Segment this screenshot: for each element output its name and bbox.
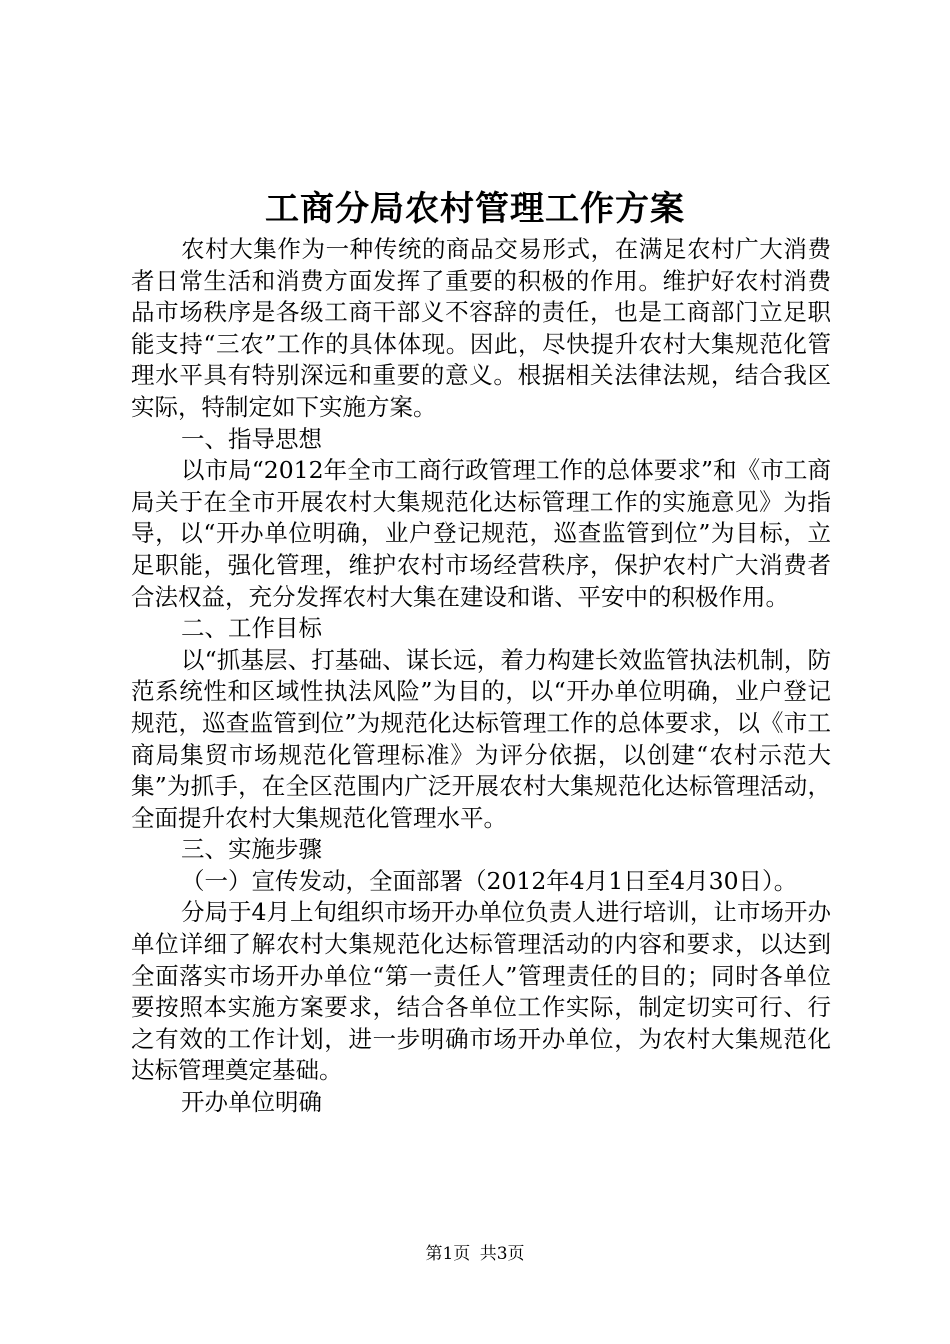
guiding-ideology-paragraph: 以市局“2012年全市工商行政管理工作的总体要求”和《市工商局关于在全市开展农村大集规范化达标管理工作的实施意见》为指导，以“开办单位明确，业户登记规范，巡查监管到位”为目标，立足职能，强化管理，维护农村市场经营秩序，保护农村广大消费者合法权益，充分发挥农村大集在建设和谐、平安中的积极作用。 (131, 456, 831, 611)
page-total: 共3页 (479, 1244, 525, 1264)
section-heading-guiding-ideology: 一、指导思想 (181, 424, 322, 453)
page-number: 第1页 (425, 1244, 471, 1264)
section-heading-work-goals: 二、工作目标 (181, 614, 322, 643)
intro-paragraph: 农村大集作为一种传统的商品交易形式，在满足农村广大消费者日常生活和消费方面发挥了重要的积极的作用。维护好农村消费品市场秩序是各级工商干部义不容辞的责任，也是工商部门立足职能支持“三农”工作的具体体现。因此，尽快提升农村大集规范化管理水平具有特别深远和重要的意义。根据相关法律法规，结合我区实际，特制定如下实施方案。 (131, 235, 831, 421)
document-body (131, 234, 831, 1119)
section-heading-implementation-steps: 三、实施步骤 (181, 835, 322, 864)
page-footer (0, 1242, 950, 1266)
subheading-operator-clear: 开办单位明确 (181, 1088, 322, 1117)
step-one-heading: （一）宣传发动，全面部署（2012年4月1日至4月30日）。 (181, 866, 798, 895)
work-goals-paragraph: 以“抓基层、打基础、谋长远，着力构建长效监管执法机制，防范系统性和区域性执法风险”为目的，以“开办单位明确，业户登记规范，巡查监管到位”为规范化达标管理工作的总体要求，以《市工商局集贸市场规范化管理标准》为评分依据，以创建“农村示范大集”为抓手，在全区范围内广泛开展农村大集规范化达标管理活动，全面提升农村大集规范化管理水平。 (131, 645, 831, 832)
document-title: 工商分局农村管理工作方案 (265, 189, 685, 229)
step-one-paragraph: 分局于4月上旬组织市场开办单位负责人进行培训，让市场开办单位详细了解农村大集规范化达标管理活动的内容和要求，以达到全面落实市场开办单位“第一责任人”管理责任的目的；同时各单位要按照本实施方案要求，结合各单位工作实际，制定切实可行、行之有效的工作计划，进一步明确市场开办单位，为农村大集规范化达标管理奠定基础。 (131, 898, 831, 1085)
